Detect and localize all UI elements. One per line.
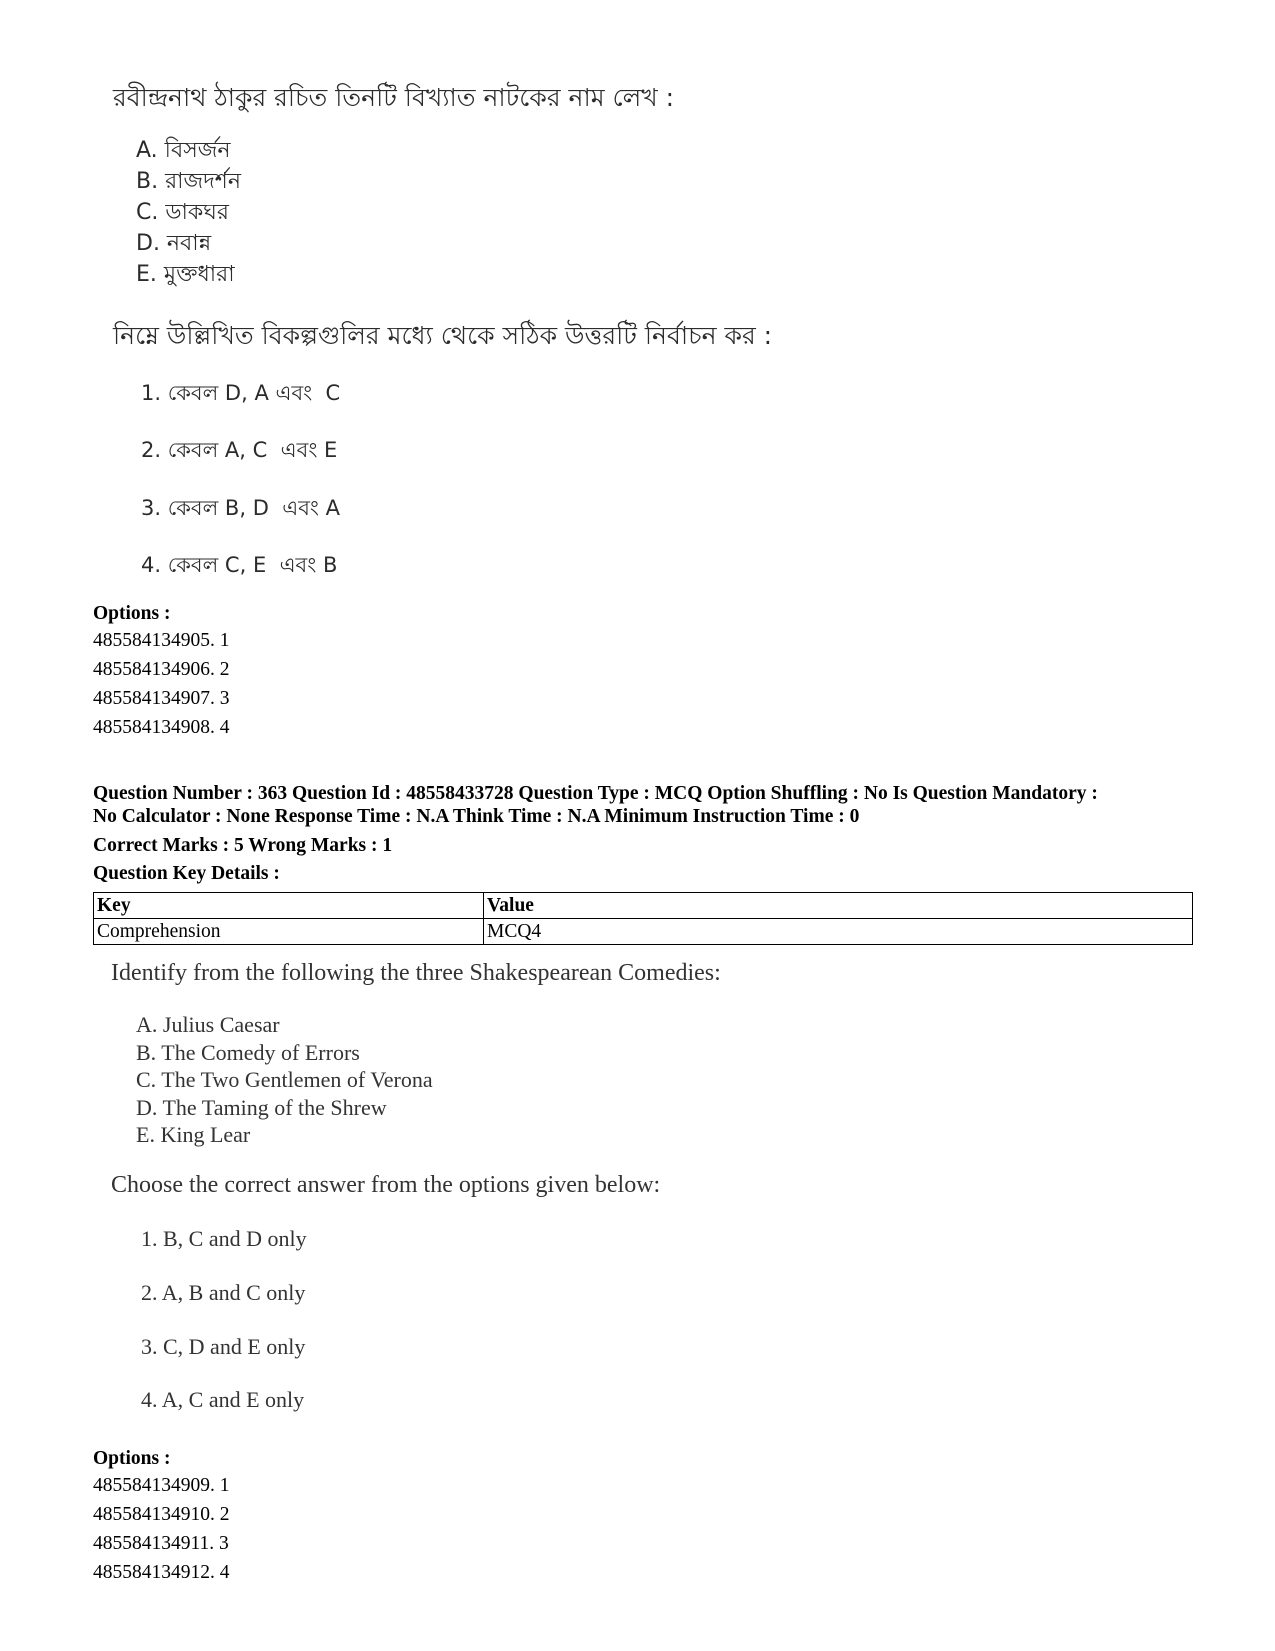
table-header-value: Value (484, 893, 1193, 919)
list-item: E. মুক্তধারা (136, 262, 235, 287)
list-item: B. রাজদর্শন (136, 169, 241, 194)
q1-choice: 1. কেবল D, A এবং C (141, 381, 341, 405)
table-cell: Comprehension (94, 919, 484, 945)
q1-stem: রবীন্দ্রনাথ ঠাকুর রচিত তিনটি বিখ্যাত নাটকের নাম লেখ : (113, 83, 675, 112)
list-item: C. The Two Gentlemen of Verona (136, 1067, 433, 1092)
q2-marks: Correct Marks : 5 Wrong Marks : 1 (93, 835, 393, 856)
q2-header-line2: No Calculator : None Response Time : N.A Think Time : N.A Minimum Instruction Time : 0 (93, 806, 860, 827)
q1-instruction: নিম্নে উল্লিখিত বিকল্পগুলির মধ্যে থেকে সঠিক উত্তরটি নির্বাচন কর : (113, 321, 773, 350)
list-item: A. Julius Caesar (136, 1012, 280, 1037)
option-item: 485584134912. 4 (93, 1562, 230, 1583)
q1-choice: 2. কেবল A, C এবং E (141, 438, 338, 462)
q2-instruction: Choose the correct answer from the options given below: (111, 1172, 661, 1198)
list-item: B. The Comedy of Errors (136, 1039, 360, 1065)
list-item: D. নবান্ন (136, 231, 212, 256)
option-item: 485584134910. 2 (93, 1504, 230, 1525)
q2-choice: 2. A, B and C only (141, 1280, 306, 1305)
table-header-key: Key (94, 893, 484, 919)
q2-key-details-label: Question Key Details : (93, 863, 280, 884)
list-item: C. ডাকঘর (136, 200, 230, 225)
q1-options-label: Options : (93, 603, 171, 624)
option-item: 485584134911. 3 (93, 1533, 229, 1554)
q1-choice: 4. কেবল C, E এবং B (141, 553, 338, 577)
q1-choice: 3. কেবল B, D এবং A (141, 496, 340, 520)
key-details-table (93, 892, 1193, 945)
q2-stem: Identify from the following the three Shakespearean Comedies: (111, 960, 721, 986)
q1-options-list (93, 626, 230, 742)
q2-options-list (93, 1471, 230, 1587)
q1-item-list (136, 135, 241, 290)
table-cell: MCQ4 (484, 919, 1193, 945)
option-item: 485584134906. 2 (93, 659, 230, 680)
q2-item-list (136, 1011, 433, 1149)
list-item: A. বিসর্জন (136, 138, 231, 163)
q2-question-image (0, 950, 1275, 1420)
option-item: 485584134907. 3 (93, 688, 230, 709)
q2-options-label: Options : (93, 1448, 171, 1469)
q2-choice: 1. B, C and D only (141, 1226, 307, 1251)
table-row (94, 919, 1193, 945)
list-item: D. The Taming of the Shrew (136, 1094, 387, 1120)
q1-question-image (0, 0, 1275, 580)
option-item: 485584134905. 1 (93, 630, 230, 651)
q2-header-line1: Question Number : 363 Question Id : 48558433728 Question Type : MCQ Option Shuffling : No Is Question Mandatory : (93, 783, 1098, 804)
q2-choice: 3. C, D and E only (141, 1334, 306, 1359)
q2-choice: 4. A, C and E only (141, 1387, 305, 1412)
option-item: 485584134908. 4 (93, 717, 230, 738)
list-item: E. King Lear (136, 1122, 251, 1147)
option-item: 485584134909. 1 (93, 1475, 230, 1496)
table-header-row (94, 893, 1193, 919)
